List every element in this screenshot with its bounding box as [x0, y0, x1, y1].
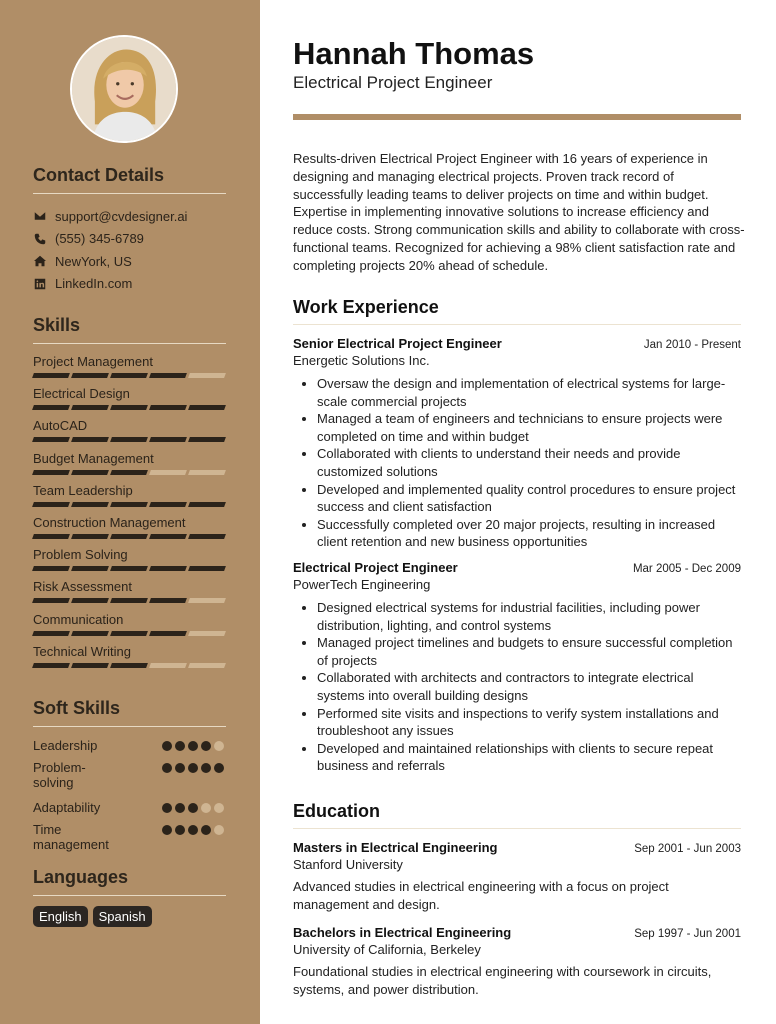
skill-level-segment — [110, 631, 148, 636]
school-name: Stanford University — [293, 857, 403, 872]
job-entry — [293, 560, 741, 775]
skills-section — [33, 315, 226, 676]
work-heading: Work Experience — [293, 297, 741, 325]
rating-dot — [201, 825, 211, 835]
soft-skill-rating — [162, 803, 224, 813]
person-name: Hannah Thomas — [293, 36, 535, 71]
soft-skill-rating — [162, 763, 224, 773]
education-heading: Education — [293, 801, 741, 829]
job-role: Electrical Project Engineer — [293, 73, 493, 92]
education-date: Sep 2001 - Jun 2003 — [634, 843, 741, 855]
skill-level-segment — [149, 437, 187, 442]
company-name: Energetic Solutions Inc. — [293, 353, 430, 368]
job-entry — [293, 336, 741, 551]
soft-skill-item — [33, 738, 226, 760]
skill-level-bar — [33, 534, 225, 539]
education-description: Advanced studies in electrical engineering with a focus on project management and design. — [293, 879, 669, 912]
skill-level-bar — [33, 566, 225, 571]
degree-title: Bachelors in Electrical Engineering — [293, 925, 512, 940]
skill-label: Team Leadership — [33, 482, 133, 498]
soft-skill-item — [33, 760, 226, 800]
skill-level-bar — [33, 598, 225, 603]
skill-label: Risk Assessment — [33, 579, 132, 595]
job-date: Mar 2005 - Dec 2009 — [632, 562, 741, 575]
skill-label: Electrical Design — [33, 386, 130, 402]
school-name: University of California, Berkeley — [293, 942, 481, 957]
language-badge: English — [33, 906, 88, 927]
skill-item — [33, 515, 226, 547]
skill-item — [33, 579, 226, 611]
skill-item — [33, 418, 226, 450]
skill-level-segment — [32, 373, 70, 378]
skill-level-bar — [33, 470, 225, 475]
rating-dot — [214, 741, 224, 751]
skill-level-segment — [188, 502, 226, 507]
skill-level-segment — [110, 502, 148, 507]
skill-level-segment — [188, 663, 226, 668]
contact-section — [33, 165, 226, 295]
job-bullet: • Collaborated with architects and contractors to integrate electrical systems into overall building designs — [317, 669, 741, 704]
skill-item — [33, 483, 226, 515]
skill-level-segment — [149, 598, 187, 603]
skill-level-bar — [33, 502, 225, 507]
skill-item — [33, 451, 226, 483]
job-bullet: • Collaborated with clients to understand their needs and provide customized solutions — [317, 445, 741, 480]
education-entry — [293, 840, 741, 914]
skill-level-segment — [71, 631, 109, 636]
skill-level-segment — [188, 437, 226, 442]
sidebar — [0, 0, 260, 1024]
skill-level-segment — [110, 663, 148, 668]
job-bullet: • Oversaw the design and implementation of electrical systems for large-scale commercial projects — [317, 375, 741, 410]
envelope-icon — [33, 209, 47, 223]
soft-skill-item — [33, 822, 226, 862]
soft-skill-label: Leadership — [33, 738, 98, 753]
skill-item — [33, 386, 226, 418]
skill-level-segment — [110, 373, 148, 378]
skill-level-segment — [71, 405, 109, 410]
rating-dot — [162, 825, 172, 835]
job-title: Electrical Project Engineer — [293, 559, 458, 575]
rating-dot — [201, 803, 211, 813]
contact-email[interactable]: support@cvdesigner.ai — [33, 205, 226, 228]
skills-heading: Skills — [33, 315, 226, 344]
languages-heading: Languages — [33, 867, 226, 896]
skill-level-segment — [71, 663, 109, 668]
job-bullet: • Successfully completed over 20 major projects, resulting in increased client retention and new business opportunities — [317, 516, 741, 551]
skill-label: AutoCAD — [33, 418, 88, 434]
skill-level-segment — [188, 631, 226, 636]
skill-level-segment — [149, 631, 187, 636]
skill-level-bar — [33, 373, 225, 378]
skill-level-bar — [33, 405, 225, 410]
rating-dot — [188, 803, 198, 813]
profile-photo — [70, 35, 178, 143]
skill-item — [33, 547, 226, 579]
soft-skill-rating — [162, 741, 224, 751]
company-name: PowerTech Engineering — [293, 576, 431, 592]
skill-level-segment — [32, 405, 70, 410]
skill-level-segment — [149, 373, 187, 378]
job-bullet: • Developed and maintained relationships with clients to secure repeat business and referrals — [317, 740, 741, 775]
skill-level-segment — [149, 470, 187, 475]
skill-level-segment — [32, 663, 70, 668]
soft-skill-item — [33, 800, 226, 822]
skill-label: Problem Solving — [33, 547, 128, 563]
rating-dot — [214, 825, 224, 835]
contact-location: NewYork, US — [33, 250, 226, 273]
home-icon — [33, 254, 47, 268]
skill-level-segment — [71, 470, 109, 475]
skill-level-segment — [32, 534, 70, 539]
job-title: Senior Electrical Project Engineer — [293, 336, 502, 351]
skill-label: Technical Writing — [33, 643, 132, 659]
linkedin-icon — [33, 277, 47, 291]
skill-level-segment — [71, 534, 109, 539]
contact-phone[interactable]: (555) 345-6789 — [33, 228, 226, 251]
rating-dot — [188, 825, 198, 835]
skill-label: Project Management — [33, 354, 153, 369]
job-bullet: • Designed electrical systems for industrial facilities, including power distribution, lighting, and control systems — [317, 599, 741, 634]
rating-dot — [162, 803, 172, 813]
rating-dot — [201, 763, 211, 773]
education-section — [293, 801, 741, 999]
skill-level-segment — [32, 437, 70, 442]
rating-dot — [188, 741, 198, 751]
skill-level-segment — [149, 534, 187, 539]
skill-level-bar — [33, 663, 225, 668]
rating-dot — [175, 825, 185, 835]
soft-skill-rating — [162, 825, 224, 835]
education-date: Sep 1997 - Jun 2001 — [634, 928, 741, 940]
job-bullet: • Developed and implemented quality control procedures to ensure project success and client satisfaction — [317, 481, 741, 516]
contact-heading: Contact Details — [33, 165, 226, 194]
skill-level-segment — [71, 598, 109, 603]
skill-level-segment — [32, 598, 70, 603]
skill-item — [33, 354, 226, 386]
rating-dot — [175, 763, 185, 773]
contact-linkedin[interactable]: LinkedIn.com — [33, 273, 226, 296]
profile-summary: Results-driven Electrical Project Engineer with 16 years of experience in designing and managing electrical projects. Proven track record of successfully leading teams to deliver projects on time and within budget. Expertise in implementing innovative solutions to increase efficiency and reduce costs. Strong communication skills and ability to collaborate with cross-functional teams. Recognized for achieving a 98% client satisfaction rate and completing projects 20% ahead of schedule. — [293, 151, 745, 273]
soft-skills-heading: Soft Skills — [33, 698, 226, 727]
skill-level-segment — [149, 502, 187, 507]
rating-dot — [175, 803, 185, 813]
skill-level-segment — [110, 470, 148, 475]
language-badge: Spanish — [93, 906, 152, 927]
soft-skills-section — [33, 698, 226, 862]
skill-level-bar — [33, 631, 225, 636]
rating-dot — [162, 763, 172, 773]
skill-level-segment — [32, 470, 70, 475]
job-date: Jan 2010 - Present — [643, 339, 741, 351]
skill-level-segment — [110, 598, 148, 603]
rating-dot — [175, 741, 185, 751]
skill-item — [33, 612, 226, 644]
soft-skill-label: Problem-solving — [33, 760, 86, 790]
skill-level-segment — [188, 566, 226, 571]
job-bullet: • Managed project timelines and budgets to ensure successful completion of projects — [317, 634, 741, 669]
soft-skill-label: Time management — [33, 822, 109, 852]
rating-dot — [162, 741, 172, 751]
skill-level-segment — [71, 502, 109, 507]
skill-level-segment — [71, 437, 109, 442]
skill-level-segment — [188, 405, 226, 410]
education-entry — [293, 925, 741, 999]
skill-level-segment — [149, 566, 187, 571]
skill-level-segment — [149, 663, 187, 668]
languages-section — [33, 867, 226, 927]
skill-level-segment — [188, 598, 226, 603]
soft-skill-label: Adaptability — [33, 800, 101, 815]
skill-level-segment — [188, 373, 226, 378]
skill-level-segment — [110, 437, 148, 442]
skill-level-bar — [33, 437, 225, 442]
skill-label: Budget Management — [33, 450, 154, 466]
skill-level-segment — [71, 566, 109, 571]
phone-icon — [33, 232, 47, 246]
skill-item — [33, 644, 226, 676]
work-experience-section — [293, 297, 741, 775]
rating-dot — [214, 803, 224, 813]
skill-level-segment — [32, 502, 70, 507]
skill-level-segment — [110, 566, 148, 571]
skill-level-segment — [110, 534, 148, 539]
job-bullet: • Managed a team of engineers and technicians to ensure projects were completed on time and within budget — [317, 410, 741, 445]
skill-level-segment — [71, 373, 109, 378]
header-divider — [293, 114, 741, 120]
skill-level-segment — [32, 566, 70, 571]
skill-level-segment — [149, 405, 187, 410]
degree-title: Masters in Electrical Engineering — [293, 840, 498, 855]
main-content — [260, 0, 776, 1024]
rating-dot — [214, 763, 224, 773]
skill-level-segment — [188, 470, 226, 475]
job-bullet: • Performed site visits and inspections to verify system installations and troubleshoot any issues — [317, 705, 741, 740]
education-description: Foundational studies in electrical engineering with coursework in circuits, systems, and power distribution. — [293, 964, 712, 997]
skill-level-segment — [32, 631, 70, 636]
rating-dot — [201, 741, 211, 751]
rating-dot — [188, 763, 198, 773]
skill-label: Communication — [33, 611, 124, 627]
skill-label: Construction Management — [33, 514, 186, 530]
skill-level-segment — [188, 534, 226, 539]
skill-level-segment — [110, 405, 148, 410]
